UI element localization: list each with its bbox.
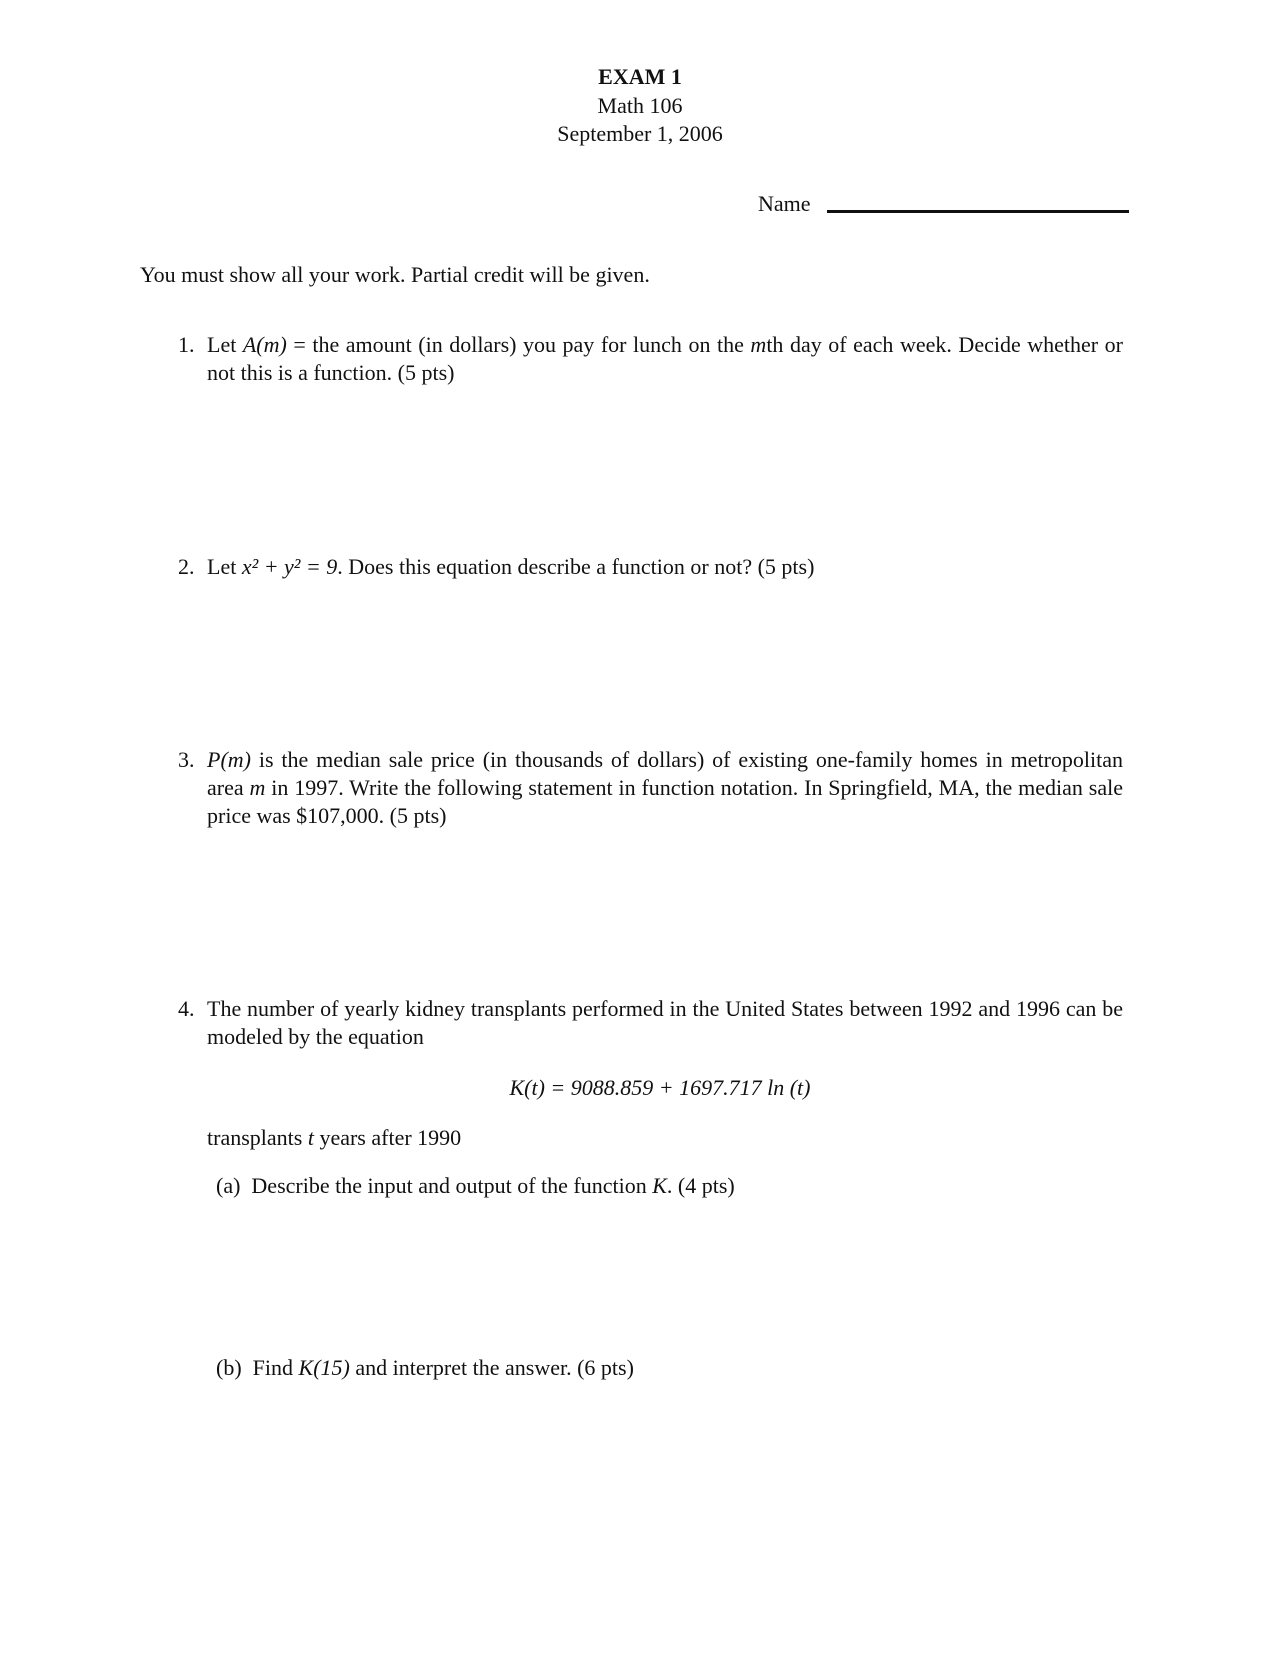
- exam-date: September 1, 2006: [557, 121, 723, 146]
- text: Let: [207, 332, 243, 357]
- question-4b: [216, 1355, 634, 1381]
- text: Let: [207, 554, 242, 579]
- question-number: 4.: [178, 996, 195, 1021]
- math: K(15): [298, 1355, 350, 1380]
- text: years after 1990: [313, 1125, 462, 1150]
- exam-title: EXAM 1: [598, 64, 682, 89]
- text: th day of each week. Decide whether or not this is a function. (5 pts): [207, 332, 1123, 385]
- math: m: [750, 332, 767, 357]
- question-number: 1.: [178, 332, 195, 357]
- name-label: Name: [758, 191, 811, 216]
- text: . (4 pts): [666, 1173, 735, 1198]
- part-label: (a): [216, 1173, 241, 1198]
- math: A(m): [242, 332, 287, 357]
- equation: [0, 1075, 1280, 1101]
- question-number: 3.: [178, 747, 195, 772]
- part-label: (b): [216, 1355, 242, 1380]
- course-name: Math 106: [597, 93, 683, 118]
- math: K: [652, 1173, 667, 1198]
- text: transplants: [207, 1125, 308, 1150]
- question-1: [178, 331, 1123, 387]
- question-3: [178, 746, 1123, 830]
- question-number: 2.: [178, 554, 195, 579]
- question-4a: [216, 1173, 735, 1199]
- text: . Does this equation describe a function or not? (5 pts): [337, 554, 815, 579]
- question-2: [178, 553, 1123, 581]
- text: and interpret the answer. (6 pts): [349, 1355, 634, 1380]
- text: Describe the input and output of the function: [251, 1173, 653, 1198]
- equation-note: [207, 1125, 461, 1151]
- text: The number of yearly kidney transplants performed in the United States between 1992 and 1996 can be modeled by the equation: [207, 996, 1123, 1049]
- question-4: [178, 995, 1123, 1051]
- text: Find: [252, 1355, 299, 1380]
- text: in 1997. Write the following statement in function notation. In Springfield, MA, the median sale price was $107,000. (5 pts): [207, 775, 1123, 828]
- math: K(t) = 9088.859 + 1697.717 ln (t): [509, 1075, 811, 1100]
- math: t: [307, 1125, 314, 1150]
- name-blank-line: [827, 210, 1129, 213]
- text: = the amount (in dollars) you pay for lunch on the: [286, 332, 751, 357]
- math: P(m): [207, 747, 251, 772]
- math: m: [249, 775, 266, 800]
- text: is the median sale price (in thousands of dollars) of existing one-family homes in metropolitan area: [207, 747, 1123, 800]
- math: x² + y² = 9: [241, 554, 338, 579]
- instructions: You must show all your work. Partial credit will be given.: [140, 262, 650, 287]
